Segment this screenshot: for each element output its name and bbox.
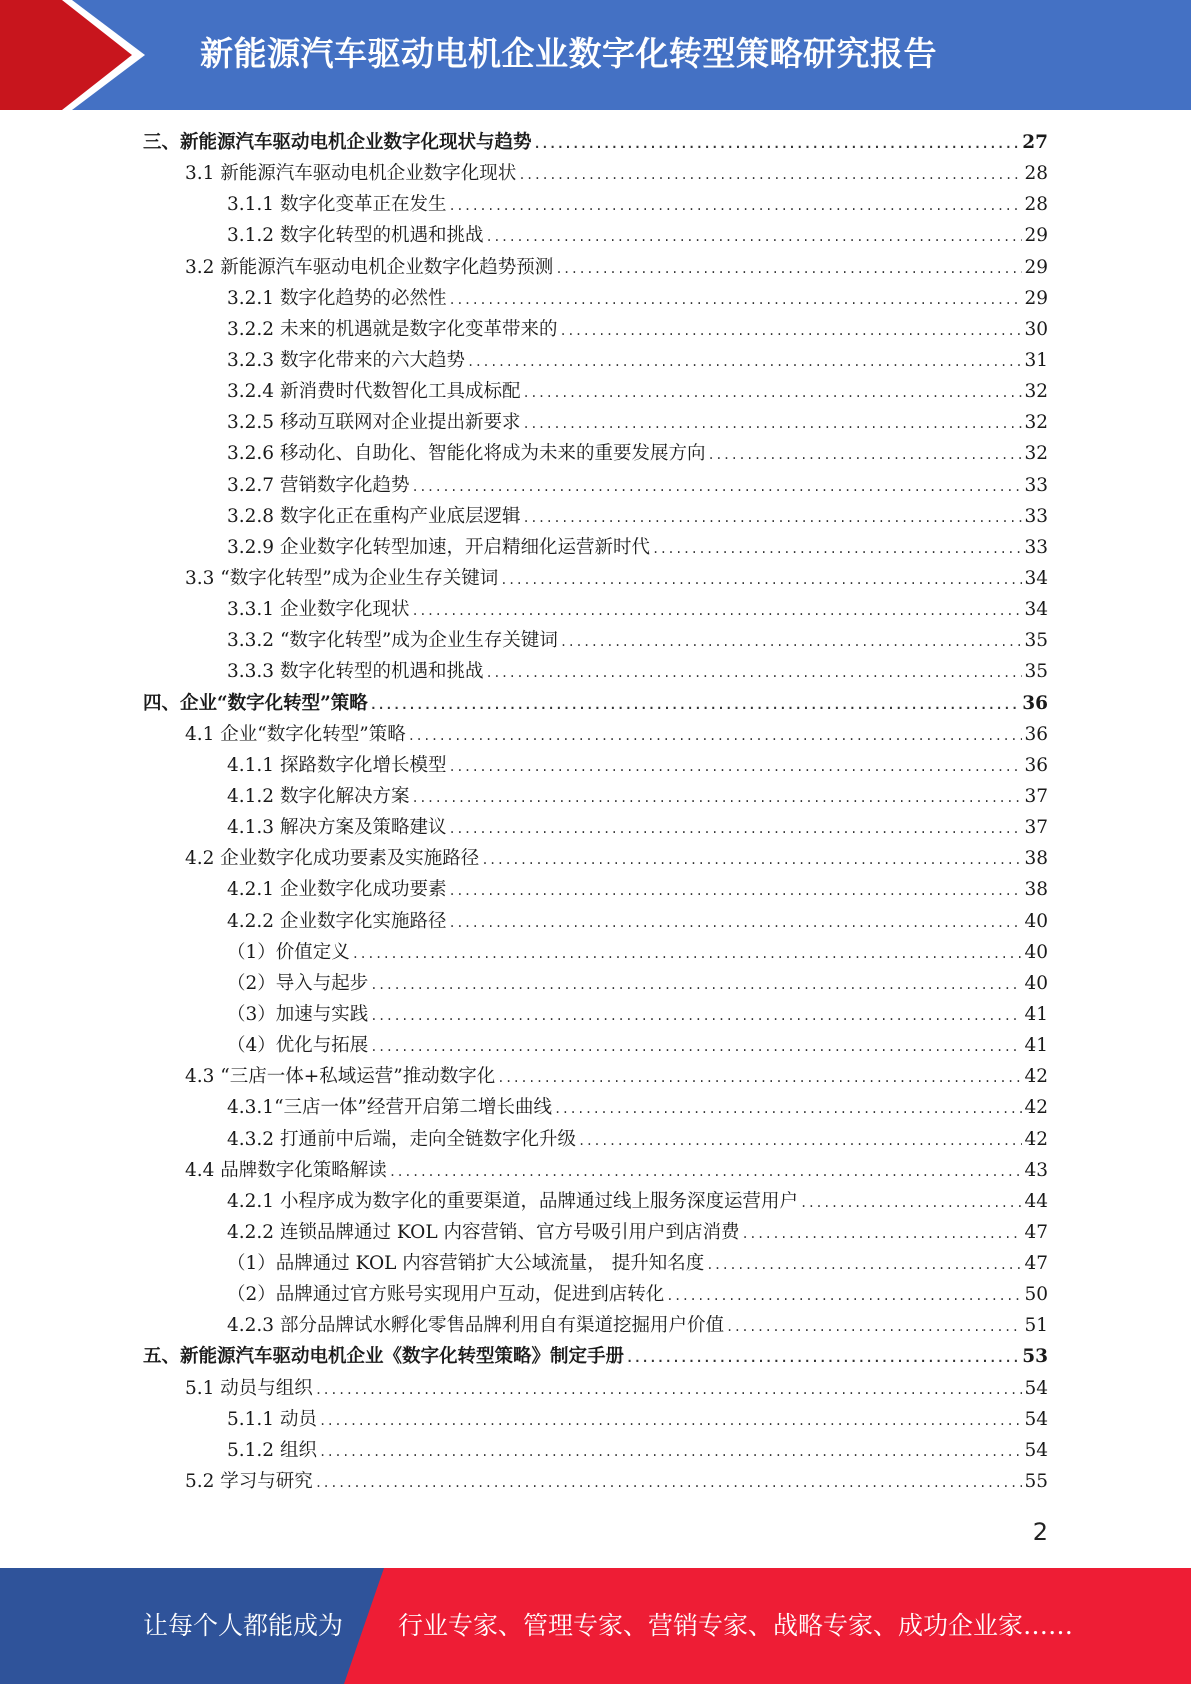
toc-entry[interactable] <box>143 438 1048 469</box>
toc-entry[interactable] <box>143 220 1048 251</box>
toc-entry-title: 3.2.9 企业数字化转型加速，开启精细化运营新时代 <box>227 536 650 558</box>
toc-entry-title: 4.1 企业“数字化转型”策略 <box>185 723 406 745</box>
toc-dot-leader <box>448 908 1022 939</box>
toc-entry[interactable] <box>143 843 1048 874</box>
toc-entry-page: 35 <box>1024 661 1048 683</box>
toc-dot-leader <box>411 472 1022 503</box>
toc-dot-leader <box>467 347 1022 378</box>
toc-entry-page: 32 <box>1024 381 1048 403</box>
toc-dot-leader <box>448 191 1022 222</box>
toc-entry-title: 4.2.1 小程序成为数字化的重要渠道，品牌通过线上服务深度运营用户 <box>227 1190 798 1212</box>
toc-entry[interactable] <box>143 656 1048 687</box>
toc-dot-leader <box>370 690 1020 721</box>
toc-dot-leader <box>518 160 1022 191</box>
toc-entry[interactable] <box>143 999 1048 1030</box>
toc-entry-page: 29 <box>1024 225 1048 247</box>
toc-entry-title: 3.2.6 移动化、自助化、智能化将成为未来的重要发展方向 <box>227 443 706 465</box>
toc-dot-leader <box>652 534 1022 565</box>
toc-entry-page: 47 <box>1024 1253 1048 1275</box>
toc-entry-page: 42 <box>1024 1066 1048 1088</box>
toc-dot-leader <box>389 1157 1023 1188</box>
page-header <box>0 0 1191 110</box>
report-title: 新能源汽车驱动电机企业数字化转型策略研究报告 <box>200 34 937 73</box>
toc-entry[interactable] <box>143 1341 1048 1372</box>
toc-entry-page: 54 <box>1024 1408 1048 1430</box>
toc-entry[interactable] <box>143 906 1048 937</box>
toc-dot-leader <box>666 1281 1022 1312</box>
toc-dot-leader <box>352 939 1023 970</box>
toc-dot-leader <box>578 1126 1022 1157</box>
toc-entry-title: （1）价值定义 <box>227 941 350 963</box>
toc-entry-page: 38 <box>1024 879 1048 901</box>
toc-entry[interactable] <box>143 1404 1048 1435</box>
toc-dot-leader <box>315 1468 1023 1499</box>
toc-entry-page: 33 <box>1024 505 1048 527</box>
toc-dot-leader <box>497 1063 1022 1094</box>
toc-dot-leader <box>555 254 1022 285</box>
toc-entry-title: （4）优化与拓展 <box>227 1035 369 1057</box>
toc-dot-leader <box>800 1188 1022 1219</box>
toc-dot-leader <box>319 1406 1023 1437</box>
toc-entry-page: 33 <box>1024 536 1048 558</box>
toc-entry-title: 5.1 动员与组织 <box>185 1377 313 1399</box>
toc-entry-title: 3.3 “数字化转型”成为企业生存关键词 <box>185 567 499 589</box>
toc-entry[interactable] <box>143 1030 1048 1061</box>
toc-dot-leader <box>411 783 1022 814</box>
toc-entry-title: 4.2.2 连锁品牌通过 KOL 内容营销、官方号吸引用户到店消费 <box>227 1221 740 1243</box>
toc-entry-title: （1）品牌通过 KOL 内容营销扩大公域流量， 提升知名度 <box>227 1253 705 1275</box>
toc-entry-title: 3.2.4 新消费时代数智化工具成标配 <box>227 381 521 403</box>
toc-entry-page: 51 <box>1024 1315 1048 1337</box>
toc-entry-page: 43 <box>1024 1159 1048 1181</box>
toc-entry-title: 3.2.7 营销数字化趋势 <box>227 474 410 496</box>
toc-dot-leader <box>411 596 1022 627</box>
toc-entry[interactable] <box>143 1217 1048 1248</box>
toc-entry-page: 41 <box>1024 1035 1048 1057</box>
toc-entry-page: 32 <box>1024 412 1048 434</box>
toc-entry-title: 3.2.8 数字化正在重构产业底层逻辑 <box>227 505 521 527</box>
toc-dot-leader <box>370 1032 1022 1063</box>
toc-entry-page: 28 <box>1024 163 1048 185</box>
toc-entry[interactable] <box>143 1466 1048 1497</box>
toc-entry[interactable] <box>143 189 1048 220</box>
toc-entry-page: 29 <box>1024 256 1048 278</box>
toc-entry[interactable] <box>143 314 1048 345</box>
toc-entry-page: 35 <box>1024 630 1048 652</box>
toc-entry[interactable] <box>143 750 1048 781</box>
toc-entry-title: 3.2.3 数字化带来的六大趋势 <box>227 349 465 371</box>
toc-entry-title: 3.3.3 数字化转型的机遇和挑战 <box>227 661 484 683</box>
toc-dot-leader <box>560 627 1023 658</box>
toc-entry[interactable] <box>143 376 1048 407</box>
page-footer <box>0 1568 1191 1684</box>
toc-entry-title: 4.3.2 打通前中后端，走向全链数字化升级 <box>227 1128 576 1150</box>
toc-entry-page: 38 <box>1024 848 1048 870</box>
toc-dot-leader <box>370 1001 1022 1032</box>
toc-entry-title: 4.2.1 企业数字化成功要素 <box>227 879 447 901</box>
toc-entry-title: （2）导入与起步 <box>227 972 369 994</box>
toc-entry-title: 3.1.1 数字化变革正在发生 <box>227 194 447 216</box>
toc-entry-title: 4.2.2 企业数字化实施路径 <box>227 910 447 932</box>
toc-entry-page: 44 <box>1024 1190 1048 1212</box>
toc-entry-title: 3.2.2 未来的机遇就是数字化变革带来的 <box>227 318 558 340</box>
toc-dot-leader <box>448 752 1022 783</box>
toc-entry-title: 4.1.3 解决方案及策略建议 <box>227 817 447 839</box>
toc-entry[interactable] <box>143 345 1048 376</box>
toc-entry-title: 3.3.1 企业数字化现状 <box>227 599 410 621</box>
toc-entry-title: 四、企业“数字化转型”策略 <box>143 692 368 714</box>
toc-dot-leader <box>408 721 1023 752</box>
toc-entry[interactable] <box>143 283 1048 314</box>
toc-entry-page: 36 <box>1024 754 1048 776</box>
toc-entry-page: 47 <box>1024 1221 1048 1243</box>
toc-entry[interactable] <box>143 1310 1048 1341</box>
toc-dot-leader <box>448 876 1022 907</box>
header-red-chevron <box>0 0 160 110</box>
toc-entry[interactable] <box>143 594 1048 625</box>
toc-entry-title: （2）品牌通过官方账号实现用户互动，促进到店转化 <box>227 1284 665 1306</box>
toc-dot-leader <box>319 1437 1023 1468</box>
toc-dot-leader <box>522 503 1022 534</box>
toc-entry-page: 32 <box>1024 443 1048 465</box>
toc-dot-leader <box>626 1343 1020 1374</box>
toc-entry[interactable] <box>143 937 1048 968</box>
toc-entry-page: 30 <box>1024 318 1048 340</box>
toc-entry[interactable] <box>143 1061 1048 1092</box>
toc-entry-page: 54 <box>1024 1377 1048 1399</box>
toc-entry[interactable] <box>143 1435 1048 1466</box>
toc-dot-leader <box>448 285 1022 316</box>
table-of-contents <box>143 127 1048 1497</box>
toc-dot-leader <box>448 814 1022 845</box>
toc-entry-page: 27 <box>1022 132 1048 153</box>
toc-entry[interactable] <box>143 968 1048 999</box>
toc-entry[interactable] <box>143 625 1048 656</box>
toc-entry[interactable] <box>143 407 1048 438</box>
toc-entry-page: 50 <box>1024 1284 1048 1306</box>
toc-entry-title: 3.1 新能源汽车驱动电机企业数字化现状 <box>185 163 517 185</box>
toc-entry[interactable] <box>143 1373 1048 1404</box>
toc-entry[interactable] <box>143 563 1048 594</box>
toc-entry-title: 3.2.5 移动互联网对企业提出新要求 <box>227 412 521 434</box>
toc-dot-leader <box>726 1312 1022 1343</box>
toc-entry[interactable] <box>143 1092 1048 1123</box>
toc-entry-page: 34 <box>1024 567 1048 589</box>
toc-entry-page: 55 <box>1024 1471 1048 1493</box>
toc-entry-title: 4.2.3 部分品牌试水孵化零售品牌利用自有渠道挖掘用户价值 <box>227 1315 724 1337</box>
toc-dot-leader <box>370 970 1022 1001</box>
toc-dot-leader <box>534 129 1021 160</box>
toc-entry[interactable] <box>143 252 1048 283</box>
toc-entry-page: 31 <box>1024 349 1048 371</box>
toc-entry-page: 42 <box>1024 1097 1048 1119</box>
toc-entry-page: 54 <box>1024 1439 1048 1461</box>
toc-entry[interactable] <box>143 812 1048 843</box>
toc-dot-leader <box>706 1250 1022 1281</box>
toc-dot-leader <box>742 1219 1023 1250</box>
toc-dot-leader <box>485 658 1022 689</box>
toc-entry[interactable] <box>143 1124 1048 1155</box>
toc-entry-title: 三、新能源汽车驱动电机企业数字化现状与趋势 <box>143 132 532 153</box>
toc-entry-page: 34 <box>1024 599 1048 621</box>
toc-entry-title: （3）加速与实践 <box>227 1003 369 1025</box>
toc-entry[interactable] <box>143 688 1048 719</box>
toc-entry[interactable] <box>143 1279 1048 1310</box>
toc-entry[interactable] <box>143 874 1048 905</box>
toc-dot-leader <box>315 1375 1023 1406</box>
toc-entry-page: 36 <box>1024 723 1048 745</box>
toc-entry-page: 36 <box>1022 692 1048 714</box>
toc-entry-title: 3.2 新能源汽车驱动电机企业数字化趋势预测 <box>185 256 554 278</box>
toc-entry-title: 4.2 企业数字化成功要素及实施路径 <box>185 848 480 870</box>
footer-slogan-right: 行业专家、管理专家、营销专家、战略专家、成功企业家…… <box>398 1611 1074 1640</box>
toc-entry-title: 5.2 学习与研究 <box>185 1471 313 1493</box>
toc-entry[interactable] <box>143 501 1048 532</box>
toc-entry-title: 3.1.2 数字化转型的机遇和挑战 <box>227 225 484 247</box>
footer-slogan-left: 让每个人都能成为 <box>143 1611 344 1640</box>
toc-entry-page: 40 <box>1024 972 1048 994</box>
toc-dot-leader <box>522 409 1022 440</box>
toc-entry-page: 29 <box>1024 287 1048 309</box>
toc-entry[interactable] <box>143 158 1048 189</box>
toc-entry[interactable] <box>143 1186 1048 1217</box>
toc-entry-title: 4.1.2 数字化解决方案 <box>227 785 410 807</box>
toc-entry-title: 4.4 品牌数字化策略解读 <box>185 1159 387 1181</box>
toc-entry-page: 41 <box>1024 1003 1048 1025</box>
toc-entry[interactable] <box>143 781 1048 812</box>
toc-entry-page: 40 <box>1024 910 1048 932</box>
toc-entry-title: 4.3 “三店一体+私域运营”推动数字化 <box>185 1066 496 1088</box>
toc-entry-page: 37 <box>1024 785 1048 807</box>
toc-entry-page: 53 <box>1022 1346 1048 1368</box>
toc-entry-page: 28 <box>1024 194 1048 216</box>
toc-dot-leader <box>485 222 1022 253</box>
toc-dot-leader <box>522 378 1022 409</box>
toc-entry-title: 3.2.1 数字化趋势的必然性 <box>227 287 447 309</box>
toc-entry-page: 42 <box>1024 1128 1048 1150</box>
toc-dot-leader <box>481 845 1022 876</box>
toc-entry-page: 33 <box>1024 474 1048 496</box>
toc-entry-title: 4.1.1 探路数字化增长模型 <box>227 754 447 776</box>
toc-entry[interactable] <box>143 127 1048 158</box>
toc-dot-leader <box>554 1094 1022 1125</box>
toc-entry-title: 4.3.1“三店一体”经营开启第二增长曲线 <box>227 1097 552 1119</box>
toc-entry-page: 37 <box>1024 817 1048 839</box>
toc-entry[interactable] <box>143 470 1048 501</box>
toc-entry[interactable] <box>143 1248 1048 1279</box>
toc-entry[interactable] <box>143 719 1048 750</box>
toc-entry[interactable] <box>143 1155 1048 1186</box>
toc-entry-title: 3.3.2 “数字化转型”成为企业生存关键词 <box>227 630 558 652</box>
page-number: 2 <box>1032 1518 1048 1546</box>
toc-entry-title: 五、新能源汽车驱动电机企业《数字化转型策略》制定手册 <box>143 1346 625 1368</box>
toc-entry-page: 40 <box>1024 941 1048 963</box>
toc-dot-leader <box>500 565 1022 596</box>
toc-dot-leader <box>559 316 1022 347</box>
toc-entry-title: 5.1.1 动员 <box>227 1408 317 1430</box>
toc-dot-leader <box>707 440 1022 471</box>
toc-entry-title: 5.1.2 组织 <box>227 1439 317 1461</box>
toc-entry[interactable] <box>143 532 1048 563</box>
